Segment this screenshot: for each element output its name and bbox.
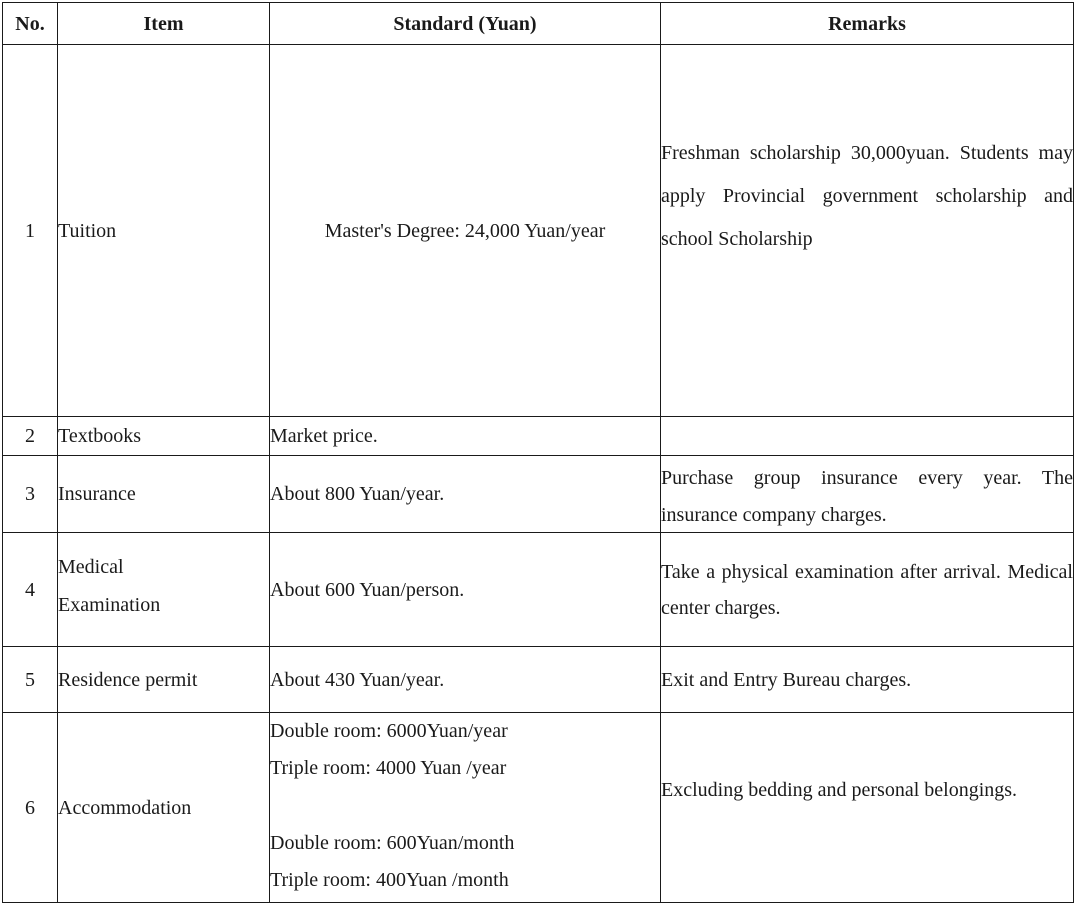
row-standard: About 430 Yuan/year.	[270, 647, 661, 713]
row-item	[58, 533, 270, 647]
row-number: 2	[3, 417, 58, 456]
fees-table	[2, 2, 1074, 903]
header-row	[3, 3, 1074, 45]
table-row	[3, 713, 1074, 903]
rate-line: Triple room: 400Yuan /month	[270, 868, 509, 891]
remarks-text: Freshman scholarship 30,000yuan. Students may apply Provincial government scholarship and school Scholarship	[661, 142, 1073, 250]
row-remarks	[661, 456, 1074, 533]
rate-spacer	[270, 787, 660, 825]
header-no: No.	[3, 3, 58, 45]
row-standard	[270, 713, 661, 903]
row-item: Residence permit	[58, 647, 270, 713]
header-remarks: Remarks	[661, 3, 1074, 45]
remarks-text: Purchase group insurance every year. The insurance company charges.	[661, 467, 1073, 526]
remarks-text: Take a physical examination after arrival. Medical center charges.	[661, 560, 1073, 619]
row-number: 4	[3, 533, 58, 647]
header-standard: Standard (Yuan)	[270, 3, 661, 45]
row-standard: Master's Degree: 24,000 Yuan/year	[270, 45, 661, 417]
row-number: 3	[3, 456, 58, 533]
row-item: Tuition	[58, 45, 270, 417]
remarks-text: Excluding bedding and personal belongings.	[661, 778, 1018, 801]
table-row	[3, 456, 1074, 533]
row-remarks	[661, 45, 1074, 417]
row-number: 1	[3, 45, 58, 417]
row-item: Textbooks	[58, 417, 270, 456]
table-row	[3, 45, 1074, 417]
row-standard: Market price.	[270, 417, 661, 456]
rate-line: Double room: 600Yuan/month	[270, 831, 515, 854]
rate-line: Triple room: 4000 Yuan /year	[270, 756, 507, 779]
table-row	[3, 533, 1074, 647]
accommodation-rates	[270, 713, 660, 899]
row-remarks	[661, 533, 1074, 647]
row-item: Accommodation	[58, 713, 270, 903]
table-row	[3, 417, 1074, 456]
item-text: Medical Examination	[58, 555, 161, 616]
row-remarks: Exit and Entry Bureau charges.	[661, 647, 1074, 713]
row-number: 5	[3, 647, 58, 713]
rate-line: Double room: 6000Yuan/year	[270, 719, 508, 742]
row-remarks	[661, 713, 1074, 903]
header-item: Item	[58, 3, 270, 45]
table-row	[3, 647, 1074, 713]
row-item: Insurance	[58, 456, 270, 533]
row-number: 6	[3, 713, 58, 903]
row-standard: About 800 Yuan/year.	[270, 456, 661, 533]
row-remarks	[661, 417, 1074, 456]
row-standard: About 600 Yuan/person.	[270, 533, 661, 647]
